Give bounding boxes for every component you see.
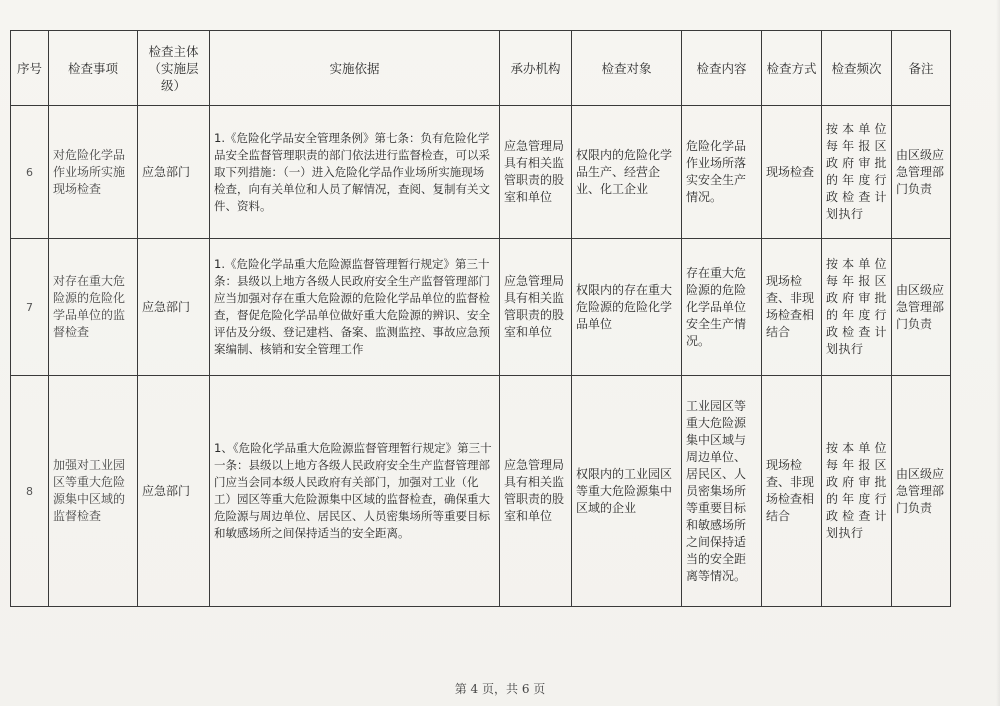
- inspection-method: 现场检查、非现场检查相结合: [762, 239, 822, 376]
- table-row: [11, 106, 951, 239]
- inspection-target: 权限内的工业园区等重大危险源集中区域的企业: [572, 376, 682, 607]
- inspection-target: 权限内的危险化学品生产、经营企业、化工企业: [572, 106, 682, 239]
- inspection-frequency: 按本单位每年报区政府审批的年度行政检查计划执行: [822, 239, 892, 376]
- header-target: 检查对象: [572, 31, 682, 106]
- legal-basis: 1、《危险化学品重大危险源监督管理暂行规定》第三十一条：县级以上地方各级人民政府安全生产监督管理部门应当会同本级人民政府有关部门，加强对工业（化工）园区等重大危险源集中区域的监督检查，确保重大危险源与周边单位、居民区、人员密集场所等重要目标和敏感场所之间保持适当的安全距离。: [210, 376, 500, 607]
- inspection-level: 应急部门: [138, 239, 210, 376]
- inspection-level: 应急部门: [138, 376, 210, 607]
- organizer: 应急管理局具有相关监管职责的股室和单位: [500, 106, 572, 239]
- inspection-frequency: 按本单位每年报区政府审批的年度行政检查计划执行: [822, 376, 892, 607]
- organizer: 应急管理局具有相关监管职责的股室和单位: [500, 376, 572, 607]
- header-no: 序号: [11, 31, 49, 106]
- remark: 由区级应急管理部门负责: [892, 106, 951, 239]
- header-level: 检查主体（实施层级）: [138, 31, 210, 106]
- table-row: [11, 376, 951, 607]
- header-content: 检查内容: [682, 31, 762, 106]
- inspection-content: 危险化学品作业场所落实安全生产情况。: [682, 106, 762, 239]
- inspection-target: 权限内的存在重大危险源的危险化学品单位: [572, 239, 682, 376]
- legal-basis: 1.《危险化学品重大危险源监督管理暂行规定》第三十条：县级以上地方各级人民政府安全生产监督管理部门应当加强对存在重大危险源的危险化学品单位的监督检查，督促危险化学品单位做好重大危险源的辨识、安全评估及分级、登记建档、备案、监测监控、事故应急预案编制、核销和安全管理工作: [210, 239, 500, 376]
- inspection-item: 加强对工业园区等重大危险源集中区域的监督检查: [49, 376, 138, 607]
- row-number: 7: [11, 239, 49, 376]
- inspection-item: 对危险化学品作业场所实施现场检查: [49, 106, 138, 239]
- inspection-table: [10, 30, 951, 607]
- inspection-level: 应急部门: [138, 106, 210, 239]
- inspection-method: 现场检查、非现场检查相结合: [762, 376, 822, 607]
- header-basis: 实施依据: [210, 31, 500, 106]
- row-number: 8: [11, 376, 49, 607]
- inspection-content: 存在重大危险源的危险化学品单位安全生产情况。: [682, 239, 762, 376]
- header-item: 检查事项: [49, 31, 138, 106]
- header-freq: 检查频次: [822, 31, 892, 106]
- table-header-row: [11, 31, 951, 106]
- row-number: 6: [11, 106, 49, 239]
- table-row: [11, 239, 951, 376]
- header-remark: 备注: [892, 31, 951, 106]
- header-method: 检查方式: [762, 31, 822, 106]
- remark: 由区级应急管理部门负责: [892, 239, 951, 376]
- inspection-item: 对存在重大危险源的危险化学品单位的监督检查: [49, 239, 138, 376]
- page-number: 第 4 页，共 6 页: [454, 682, 546, 696]
- inspection-frequency: 按本单位每年报区政府审批的年度行政检查计划执行: [822, 106, 892, 239]
- scan-edge-shadow: [996, 0, 1000, 706]
- organizer: 应急管理局具有相关监管职责的股室和单位: [500, 239, 572, 376]
- inspection-content: 工业园区等重大危险源集中区域与周边单位、居民区、人员密集场所等重要目标和敏感场所之间保持适当的安全距离等情况。: [682, 376, 762, 607]
- inspection-method: 现场检查: [762, 106, 822, 239]
- remark: 由区级应急管理部门负责: [892, 376, 951, 607]
- header-org: 承办机构: [500, 31, 572, 106]
- legal-basis: 1.《危险化学品安全管理条例》第七条：负有危险化学品安全监督管理职责的部门依法进行监督检查，可以采取下列措施：（一）进入危险化学品作业场所实施现场检查，向有关单位和人员了解情况，查阅、复制有关文件、资料。: [210, 106, 500, 239]
